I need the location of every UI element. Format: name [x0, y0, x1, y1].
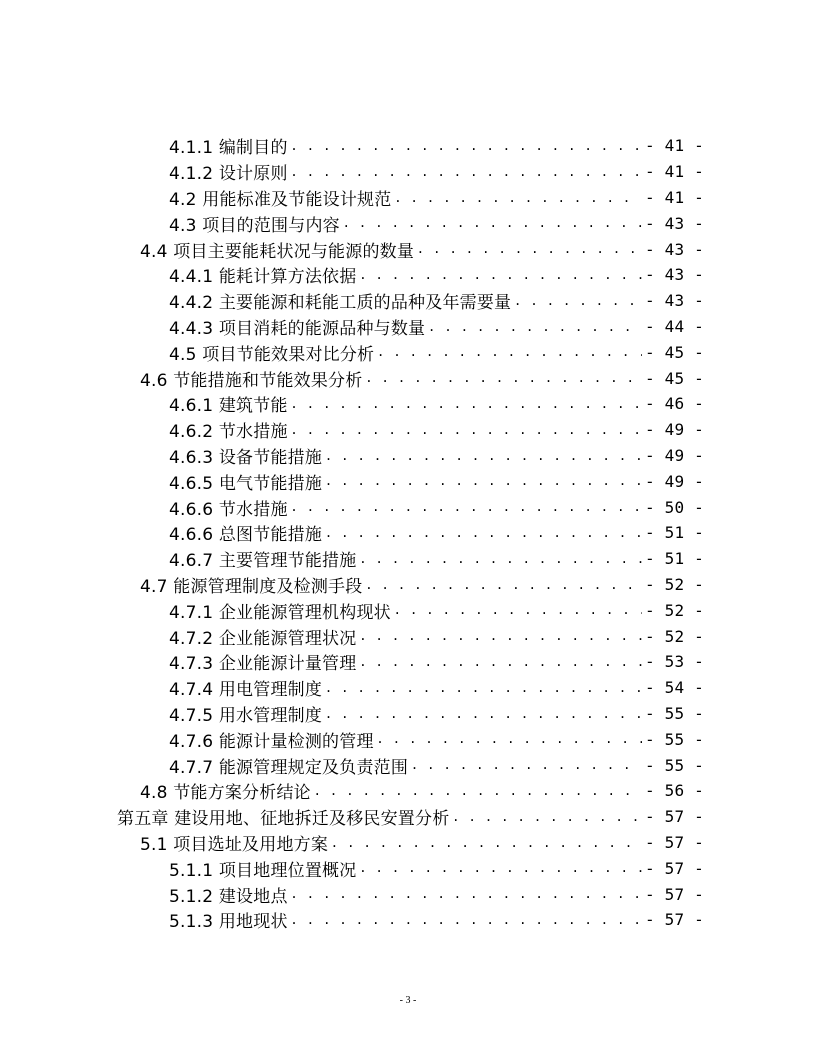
toc-entry-title: 4.2 用能标准及节能设计规范: [169, 189, 392, 210]
toc-entry-page: - 41 -: [645, 136, 704, 156]
toc-dot-leader: [326, 701, 642, 727]
toc-entry-title: 4.6.2 节水措施: [169, 422, 288, 443]
toc-dot-leader: [395, 185, 642, 211]
toc-entry-title: 5.1 项目选址及用地方案: [140, 834, 329, 855]
toc-dot-leader: [292, 881, 642, 907]
toc-entry-title: 5.1.3 用地现状: [169, 912, 288, 933]
toc-entry[interactable]: [0, 210, 816, 236]
toc-entry-title: 4.4 项目主要能耗状况与能源的数量: [140, 241, 415, 262]
toc-dot-leader: [366, 572, 642, 598]
toc-entry[interactable]: [0, 133, 816, 159]
toc-entry-title: 4.1.1 编制目的: [169, 138, 288, 159]
toc-entry-title: 4.7 能源管理制度及检测手段: [140, 576, 363, 597]
toc-entry[interactable]: [0, 185, 816, 211]
toc-entry-page: - 56 -: [645, 781, 704, 801]
toc-dot-leader: [453, 804, 642, 830]
toc-entry[interactable]: [0, 339, 816, 365]
toc-entry[interactable]: [0, 314, 816, 340]
toc-dot-leader: [292, 159, 642, 185]
toc-dot-leader: [326, 443, 642, 469]
toc-entry-page: - 49 -: [645, 445, 704, 465]
toc-entry-page: - 50 -: [645, 497, 704, 517]
toc-dot-leader: [326, 520, 642, 546]
toc-dot-leader: [360, 623, 642, 649]
toc-entry-page: - 52 -: [645, 600, 704, 620]
toc-entry[interactable]: [0, 236, 816, 262]
toc-entry-page: - 45 -: [645, 342, 704, 362]
table-of-contents: [0, 133, 816, 933]
toc-entry-page: - 41 -: [645, 162, 704, 182]
toc-entry[interactable]: [0, 443, 816, 469]
toc-entry-page: - 55 -: [645, 755, 704, 775]
toc-entry-title: 4.4.3 项目消耗的能源品种与数量: [169, 318, 426, 339]
toc-entry[interactable]: [0, 778, 816, 804]
toc-entry-title: 4.6.7 主要管理节能措施: [169, 551, 357, 572]
toc-entry-page: - 57 -: [645, 884, 704, 904]
toc-dot-leader: [326, 468, 642, 494]
toc-entry-page: - 53 -: [645, 652, 704, 672]
toc-entry-page: - 51 -: [645, 523, 704, 543]
toc-entry[interactable]: [0, 623, 816, 649]
toc-entry[interactable]: [0, 468, 816, 494]
toc-dot-leader: [366, 365, 642, 391]
toc-entry[interactable]: [0, 907, 816, 933]
toc-dot-leader: [292, 494, 642, 520]
toc-dot-leader: [315, 778, 642, 804]
toc-entry-title: 4.6.6 总图节能措施: [169, 525, 323, 546]
toc-dot-leader: [378, 339, 642, 365]
toc-entry-title: 4.4.1 能耗计算方法依据: [169, 267, 357, 288]
toc-entry-page: - 57 -: [645, 910, 704, 930]
toc-entry-title: 4.3 项目的范围与内容: [169, 215, 340, 236]
toc-entry-page: - 49 -: [645, 471, 704, 491]
toc-entry[interactable]: [0, 546, 816, 572]
toc-dot-leader: [412, 752, 642, 778]
toc-entry-title: 5.1.1 项目地理位置概况: [169, 860, 357, 881]
toc-entry-page: - 51 -: [645, 549, 704, 569]
toc-entry[interactable]: [0, 752, 816, 778]
toc-entry-page: - 43 -: [645, 213, 704, 233]
toc-dot-leader: [326, 675, 642, 701]
toc-entry[interactable]: [0, 804, 816, 830]
toc-entry-title: 4.7.5 用水管理制度: [169, 705, 323, 726]
toc-entry-page: - 49 -: [645, 420, 704, 440]
toc-entry-title: 4.5 项目节能效果对比分析: [169, 344, 375, 365]
toc-dot-leader: [292, 907, 642, 933]
toc-entry-title: 4.7.7 能源管理规定及负责范围: [169, 757, 409, 778]
toc-entry-page: - 55 -: [645, 703, 704, 723]
toc-entry-page: - 57 -: [645, 807, 704, 827]
page-number: - 3 -: [399, 995, 417, 1006]
toc-entry[interactable]: [0, 649, 816, 675]
toc-entry-title: 4.4.2 主要能源和耗能工质的品种及年需要量: [169, 293, 512, 314]
toc-dot-leader: [292, 133, 642, 159]
toc-dot-leader: [360, 649, 642, 675]
toc-entry-page: - 44 -: [645, 316, 704, 336]
toc-entry-page: - 43 -: [645, 239, 704, 259]
toc-entry-title: 4.6.1 建筑节能: [169, 396, 288, 417]
toc-dot-leader: [360, 262, 642, 288]
toc-entry-title: 4.7.6 能源计量检测的管理: [169, 731, 374, 752]
toc-entry[interactable]: [0, 494, 816, 520]
toc-entry[interactable]: [0, 701, 816, 727]
toc-entry-title: 4.7.2 企业能源管理状况: [169, 628, 357, 649]
toc-entry-title: 4.7.1 企业能源管理机构现状: [169, 602, 391, 623]
toc-entry[interactable]: [0, 572, 816, 598]
toc-dot-leader: [292, 391, 642, 417]
toc-dot-leader: [395, 597, 642, 623]
toc-entry[interactable]: [0, 391, 816, 417]
toc-dot-leader: [332, 830, 642, 856]
toc-entry-title: 4.8 节能方案分析结论: [140, 783, 311, 804]
toc-dot-leader: [429, 314, 642, 340]
toc-entry-title: 4.7.4 用电管理制度: [169, 680, 323, 701]
toc-entry-page: - 43 -: [645, 265, 704, 285]
toc-entry[interactable]: [0, 597, 816, 623]
toc-entry-page: - 45 -: [645, 368, 704, 388]
toc-entry[interactable]: [0, 881, 816, 907]
toc-entry-title: 4.6.3 设备节能措施: [169, 447, 323, 468]
toc-entry-page: - 54 -: [645, 678, 704, 698]
toc-entry[interactable]: [0, 365, 816, 391]
toc-dot-leader: [378, 726, 642, 752]
toc-entry-title: 4.1.2 设计原则: [169, 164, 288, 185]
toc-entry-page: - 57 -: [645, 832, 704, 852]
toc-entry-page: - 57 -: [645, 858, 704, 878]
toc-entry[interactable]: [0, 726, 816, 752]
toc-dot-leader: [515, 288, 642, 314]
toc-entry[interactable]: [0, 288, 816, 314]
toc-entry-title: 第五章 建设用地、征地拆迁及移民安置分析: [117, 809, 450, 830]
toc-entry-page: - 41 -: [645, 187, 704, 207]
toc-entry[interactable]: [0, 159, 816, 185]
toc-entry-title: 5.1.2 建设地点: [169, 886, 288, 907]
toc-entry-title: 4.6 节能措施和节能效果分析: [140, 370, 363, 391]
toc-entry-page: - 55 -: [645, 729, 704, 749]
toc-entry-page: - 52 -: [645, 626, 704, 646]
toc-dot-leader: [360, 855, 642, 881]
toc-entry[interactable]: [0, 675, 816, 701]
toc-entry-title: 4.6.6 节水措施: [169, 499, 288, 520]
toc-entry-page: - 52 -: [645, 574, 704, 594]
toc-dot-leader: [418, 236, 642, 262]
toc-entry[interactable]: [0, 520, 816, 546]
toc-entry-page: - 46 -: [645, 394, 704, 414]
toc-entry[interactable]: [0, 855, 816, 881]
toc-entry[interactable]: [0, 262, 816, 288]
toc-entry-page: - 43 -: [645, 291, 704, 311]
toc-entry[interactable]: [0, 830, 816, 856]
toc-dot-leader: [292, 417, 642, 443]
toc-entry-title: 4.6.5 电气节能措施: [169, 473, 323, 494]
toc-entry-title: 4.7.3 企业能源计量管理: [169, 654, 357, 675]
toc-dot-leader: [360, 546, 642, 572]
toc-dot-leader: [344, 210, 642, 236]
toc-entry[interactable]: [0, 417, 816, 443]
